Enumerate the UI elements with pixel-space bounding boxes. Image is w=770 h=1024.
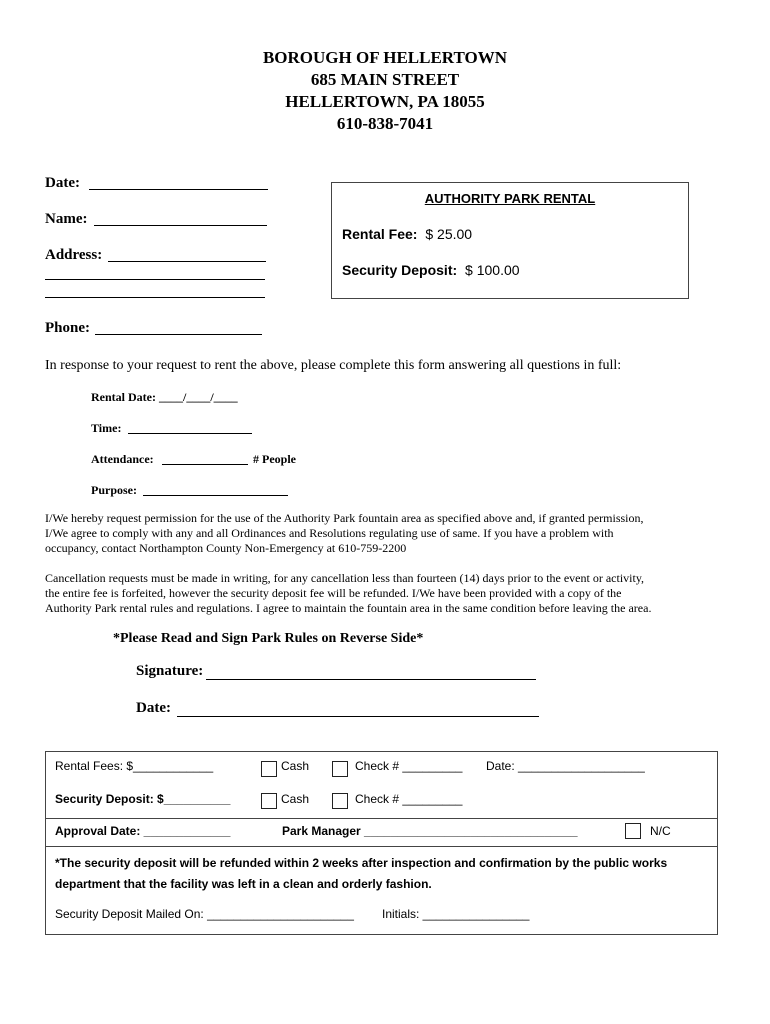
- rental-fees-check-checkbox[interactable]: [332, 761, 348, 777]
- permission-paragraph: [45, 511, 725, 556]
- time-field[interactable]: [128, 433, 252, 434]
- nc-checkbox[interactable]: [625, 823, 641, 839]
- security-deposit-label: Security Deposit:: [342, 262, 458, 278]
- header-street: 685 MAIN STREET: [310, 70, 460, 89]
- office-rental-fees[interactable]: Rental Fees: $____________: [55, 759, 214, 773]
- attendance-suffix: # People: [253, 452, 296, 466]
- sign-date-label: Date:: [136, 700, 171, 716]
- office-use-section: [45, 751, 718, 935]
- refund-note-line-2: department that the facility was left in a clean and orderly fashion.: [55, 877, 432, 891]
- deposit-cash-label: Cash: [281, 792, 310, 806]
- rental-fee-value: $ 25.00: [425, 226, 473, 242]
- intro-text: In response to your request to rent the above, please complete this form answering all questions in full:: [45, 358, 622, 373]
- initials-field[interactable]: Initials: ________________: [382, 907, 530, 921]
- header-org-name: BOROUGH OF HELLERTOWN: [262, 48, 508, 67]
- signature-label: Signature:: [136, 663, 204, 679]
- rental-info-box: [331, 182, 689, 299]
- permission-line-3: occupancy, contact Northampton County Non-Emergency at 610-759-2200: [45, 541, 407, 555]
- applicant-address-label: Address:: [45, 247, 103, 263]
- nc-label: N/C: [650, 824, 671, 838]
- section-divider-1: [46, 818, 717, 819]
- applicant-date-field[interactable]: [89, 189, 268, 190]
- deposit-check-checkbox[interactable]: [332, 793, 348, 809]
- applicant-address-field-3[interactable]: [45, 297, 265, 298]
- purpose-field[interactable]: [143, 495, 288, 496]
- cancellation-paragraph: [45, 571, 735, 616]
- cancellation-line-1: Cancellation requests must be made in writing, for any cancellation less than fourteen (14) days prior to the event or activity,: [45, 571, 645, 585]
- signature-field[interactable]: [206, 679, 536, 680]
- time-label: Time:: [91, 421, 122, 435]
- attendance-field[interactable]: [162, 464, 248, 465]
- applicant-date-label: Date:: [45, 175, 80, 191]
- section-divider-2: [46, 846, 717, 847]
- purpose-label: Purpose:: [91, 483, 137, 497]
- applicant-address-field-1[interactable]: [108, 261, 266, 262]
- applicant-name-field[interactable]: [94, 225, 267, 226]
- rental-fees-check-field[interactable]: Check # _________: [355, 759, 463, 773]
- office-security-deposit[interactable]: Security Deposit: $__________: [55, 792, 231, 806]
- header-phone: 610-838-7041: [336, 114, 434, 133]
- park-manager-field[interactable]: Park Manager ________________________________: [282, 824, 578, 838]
- applicant-phone-label: Phone:: [45, 320, 90, 336]
- attendance-label: Attendance:: [91, 452, 154, 466]
- deposit-check-field[interactable]: Check # _________: [355, 792, 463, 806]
- deposit-cash-checkbox[interactable]: [261, 793, 277, 809]
- refund-note: [55, 853, 715, 895]
- cancellation-line-2: the entire fee is forfeited, however the security deposit fee will be refunded. I/We have been provided with a copy of the: [45, 586, 622, 600]
- read-sign-notice: *Please Read and Sign Park Rules on Reverse Side*: [113, 631, 424, 646]
- cancellation-line-3: Authority Park rental rules and regulations. I agree to maintain the fountain area in the same condition before leaving the area.: [45, 601, 652, 615]
- sign-date-field[interactable]: [177, 716, 539, 717]
- deposit-mailed-on-field[interactable]: Security Deposit Mailed On: ______________________: [55, 907, 354, 921]
- applicant-address-field-2[interactable]: [45, 279, 265, 280]
- applicant-name-label: Name:: [45, 211, 88, 227]
- header-city: HELLERTOWN, PA 18055: [285, 92, 485, 111]
- rental-fee-label: Rental Fee:: [342, 226, 418, 242]
- rental-fees-cash-label: Cash: [281, 759, 310, 773]
- applicant-phone-field[interactable]: [95, 334, 262, 335]
- approval-date-field[interactable]: Approval Date: _____________: [55, 824, 231, 838]
- rental-fees-cash-checkbox[interactable]: [261, 761, 277, 777]
- security-deposit-value: $ 100.00: [465, 262, 520, 278]
- permission-line-2: I/We agree to comply with any and all Ordinances and Resolutions regulating use of same. If you have a problem with: [45, 526, 614, 540]
- refund-note-line-1: *The security deposit will be refunded within 2 weeks after inspection and confirmation by the public works: [55, 856, 668, 870]
- rental-date-question[interactable]: Rental Date: ____/____/____: [91, 390, 238, 404]
- rental-fees-date-field[interactable]: Date: ___________________: [486, 759, 645, 773]
- permission-line-1: I/We hereby request permission for the use of the Authority Park fountain area as specified above and, if granted permission,: [45, 511, 644, 525]
- rental-box-title: AUTHORITY PARK RENTAL: [424, 191, 596, 206]
